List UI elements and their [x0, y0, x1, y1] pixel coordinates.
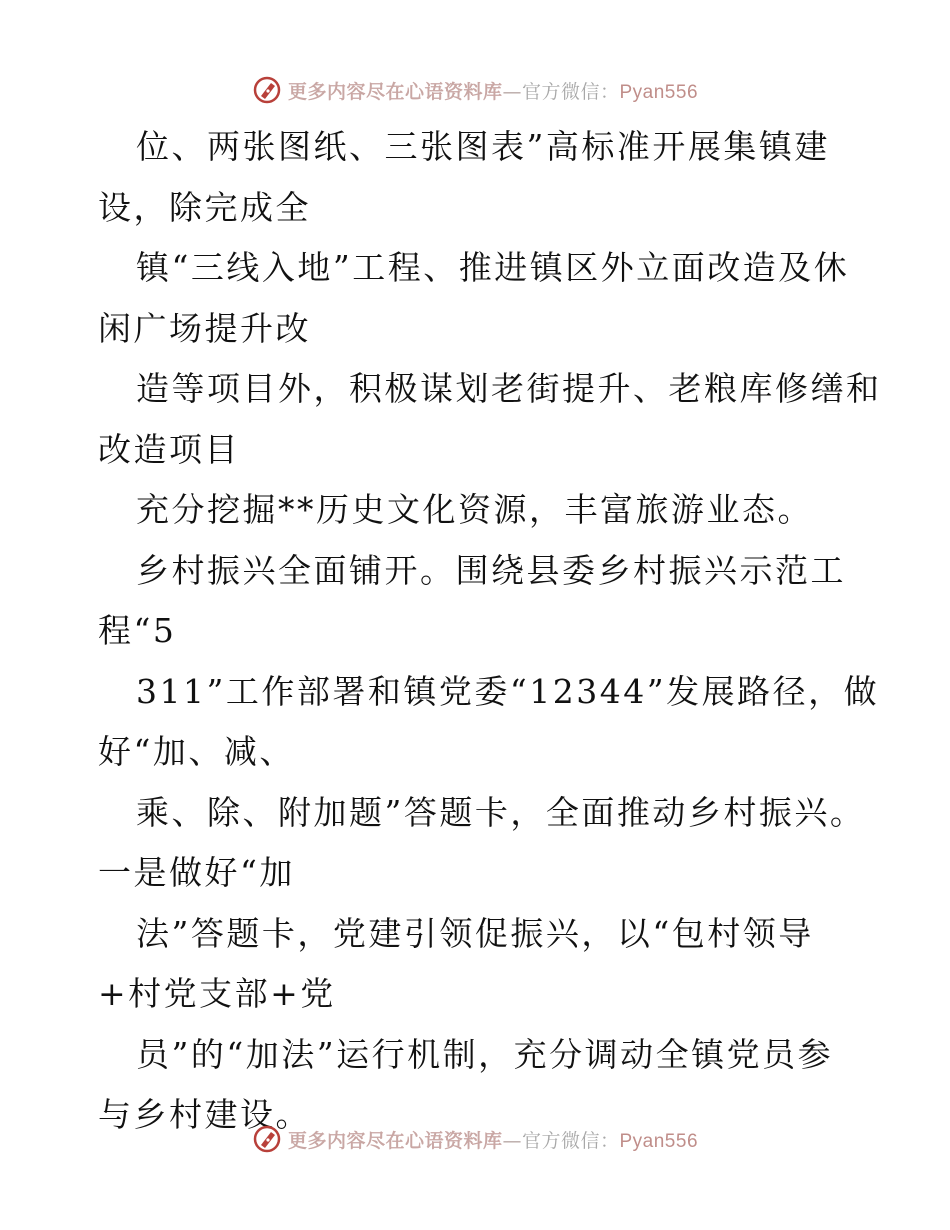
text-line: 一是做好“加 [98, 853, 295, 892]
text-line: 闲广场提升改 [98, 308, 311, 348]
text-line: 乘、除、附加题”答题卡，全面推动乡村振兴。 [136, 792, 866, 832]
watermark-separator: — [502, 80, 522, 103]
text-line: 311”工作部署和镇党委“12344”发展路径，做 [136, 671, 880, 711]
text-line: 程“5 [98, 611, 177, 650]
text-line: 好“加、减、 [98, 732, 295, 771]
watermark-text [288, 1126, 698, 1153]
watermark-label: 官方微信： [521, 80, 620, 103]
pen-nib-logo-icon [252, 1124, 282, 1154]
watermark-separator: — [502, 1129, 522, 1152]
text-line: 设，除完成全 [98, 187, 311, 227]
text-line: 充分挖掘**历史文化资源，丰富旅游业态。 [136, 490, 813, 529]
text-line: 乡村振兴全面铺开。围绕县委乡村振兴示范工 [136, 550, 846, 590]
watermark-brand: 更多内容尽在心语资料库 [287, 80, 503, 103]
watermark-id: Pyan556 [619, 81, 699, 103]
text-line: 员”的“加法”运行机制，充分调动全镇党员参 [136, 1034, 834, 1074]
watermark-brand: 更多内容尽在心语资料库 [287, 1129, 503, 1152]
header-watermark [0, 72, 950, 108]
text-line: 法”答题卡，党建引领促振兴，以“包村领导 [136, 913, 814, 953]
pen-nib-logo-icon [252, 75, 282, 105]
text-line: 与乡村建设。 [98, 1095, 311, 1134]
footer-watermark [0, 1121, 950, 1157]
watermark-label: 官方微信： [521, 1129, 620, 1152]
watermark-text [288, 77, 698, 104]
text-line: 造等项目外，积极谋划老街提升、老粮库修缮和 [136, 369, 882, 408]
text-line: 位、两张图纸、三张图表”高标准开展集镇建 [136, 127, 830, 166]
watermark-id: Pyan556 [619, 1130, 699, 1152]
text-line: 改造项目 [98, 429, 240, 469]
body-text [98, 117, 882, 1146]
text-line: 镇“三线入地”工程、推进镇区外立面改造及休 [136, 248, 850, 287]
text-line: +村党支部+党 [98, 974, 336, 1013]
